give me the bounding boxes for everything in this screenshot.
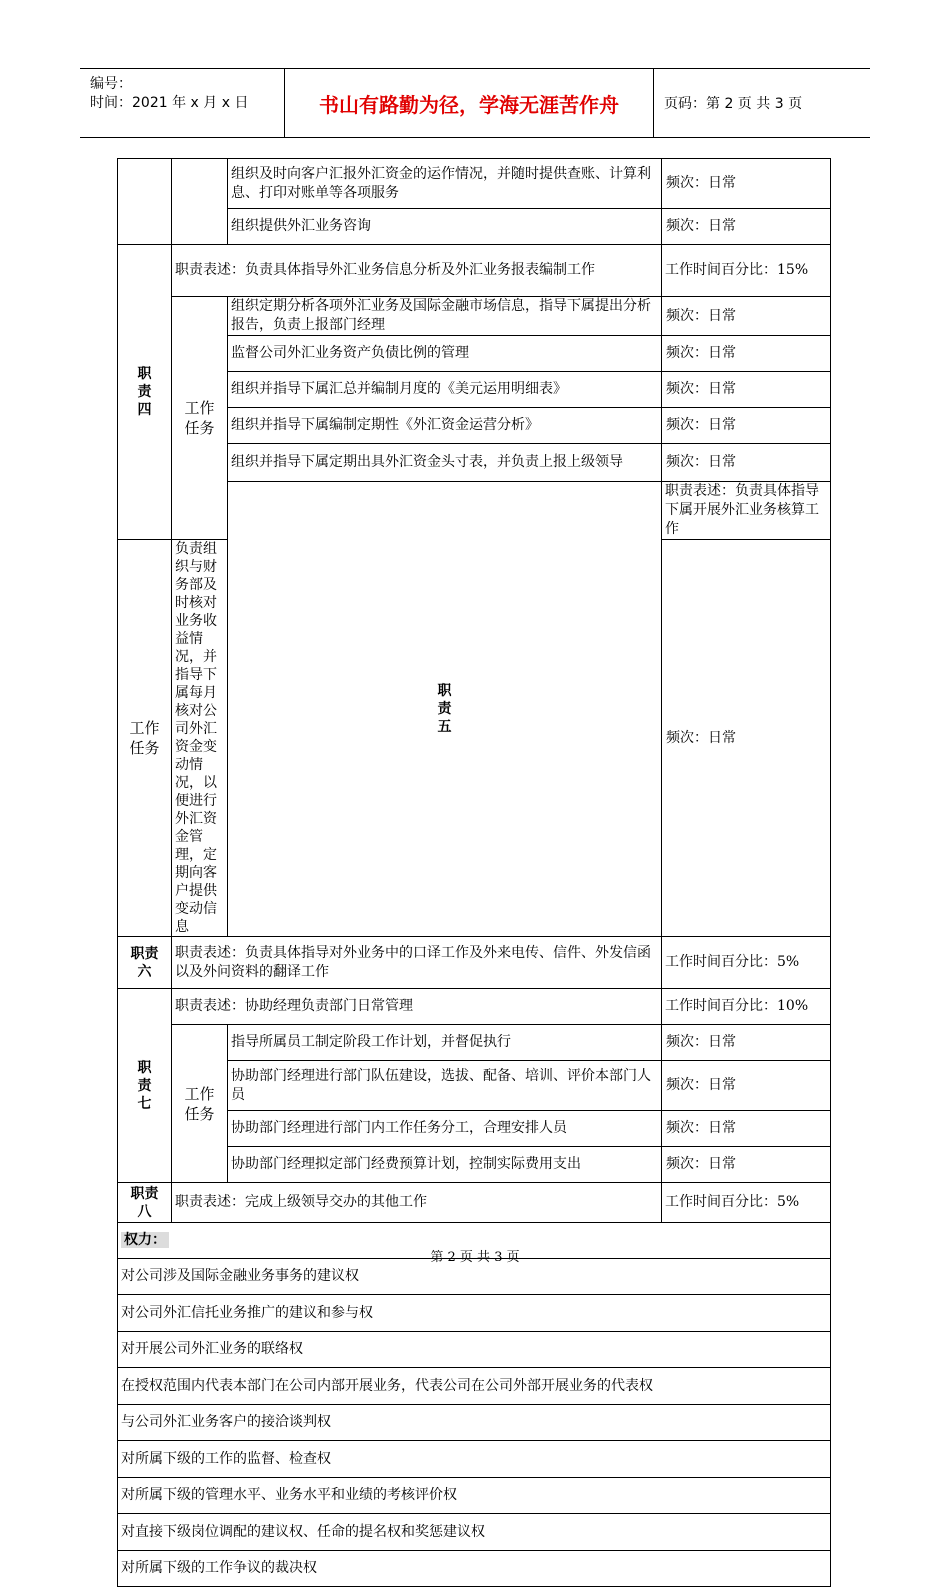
power-text: 对开展公司外汇业务的联络权 — [118, 1332, 831, 1368]
duty-4-description: 职责表述：负责具体指导外汇业务信息分析及外汇业务报表编制工作 — [172, 245, 662, 297]
table-row — [118, 1025, 831, 1061]
power-item — [118, 1295, 831, 1332]
duty-7-percentage: 工作时间百分比：10% — [662, 989, 831, 1025]
task-text: 组织提供外汇业务咨询 — [228, 209, 662, 245]
task-text: 协助部门经理进行部门队伍建设，选拔、配备、培训、评价本部门人员 — [228, 1061, 662, 1111]
frequency-text: 频次：日常 — [662, 1061, 831, 1111]
duty-5-description: 职责表述：负责具体指导下属开展外汇业务核算工作 — [662, 482, 831, 540]
frequency-text: 频次：日常 — [662, 1147, 831, 1183]
task-text: 组织及时向客户汇报外汇资金的运作情况，并随时提供查账、计算利息、打印对账单等各项服务 — [228, 159, 662, 209]
frequency-text: 频次：日常 — [662, 372, 831, 408]
duty-8-percentage: 工作时间百分比：5% — [662, 1183, 831, 1223]
task-text: 监督公司外汇业务资产负债比例的管理 — [228, 336, 662, 372]
power-text: 对直接下级岗位调配的建议权、任命的提名权和奖惩建议权 — [118, 1514, 831, 1551]
frequency-text: 频次：日常 — [662, 408, 831, 444]
power-item — [118, 1368, 831, 1405]
task-text: 组织并指导下属定期出具外汇资金头寸表，并负责上报上级领导 — [228, 444, 662, 482]
powers-heading: 权力： — [118, 1223, 831, 1259]
task-text: 组织并指导下属编制定期性《外汇资金运营分析》 — [228, 408, 662, 444]
duty-label-cell — [118, 159, 172, 245]
power-item — [118, 1405, 831, 1441]
frequency-text: 频次：日常 — [662, 159, 831, 209]
power-text: 与公司外汇业务客户的接洽谈判权 — [118, 1405, 831, 1441]
frequency-text: 频次：日常 — [662, 540, 831, 937]
power-item — [118, 1441, 831, 1478]
frequency-text: 频次：日常 — [662, 297, 831, 336]
duties-table — [117, 158, 831, 1587]
header-meta — [80, 69, 285, 137]
duty-4-task-label: 工作任务 — [172, 297, 228, 540]
frequency-text: 频次：日常 — [662, 336, 831, 372]
table-row — [118, 1183, 831, 1223]
duty-4-percentage: 工作时间百分比：15% — [662, 245, 831, 297]
duty-5-label: 职责五 — [228, 482, 662, 937]
task-text: 协助部门经理拟定部门经费预算计划，控制实际费用支出 — [228, 1147, 662, 1183]
power-item — [118, 1514, 831, 1551]
power-item — [118, 1551, 831, 1587]
power-text: 对所属下级的工作的监督、检查权 — [118, 1441, 831, 1478]
task-text: 协助部门经理进行部门内工作任务分工，合理安排人员 — [228, 1111, 662, 1147]
table-row — [118, 937, 831, 989]
duty-4-label: 职责四 — [118, 245, 172, 540]
duty-8-label: 职责八 — [118, 1183, 172, 1223]
duty-6-description: 职责表述：负责具体指导对外业务中的口译工作及外来电传、信件、外发信函以及外问资料的翻译工作 — [172, 937, 662, 989]
header-page-number: 页码：第 2 页 共 3 页 — [664, 96, 803, 112]
document-date: 时间：2021 年 x 月 x 日 — [90, 95, 249, 111]
duty-8-description: 职责表述：完成上级领导交办的其他工作 — [172, 1183, 662, 1223]
power-item — [118, 1332, 831, 1368]
page-footer: 第 2 页 共 3 页 — [430, 1250, 520, 1265]
task-text: 组织定期分析各项外汇业务及国际金融市场信息，指导下属提出分析报告，负责上报部门经理 — [228, 297, 662, 336]
duty-7-task-label: 工作任务 — [172, 1025, 228, 1183]
frequency-text: 频次：日常 — [662, 444, 831, 482]
task-text: 负责组织与财务部及时核对业务收益情况，并指导下属每月核对公司外汇资金变动情况，以便进行外汇资金管理，定期向客户提供变动信息 — [172, 540, 228, 937]
power-text: 对所属下级的工作争议的裁决权 — [118, 1551, 831, 1587]
duty-5-task-label: 工作任务 — [118, 540, 172, 937]
frequency-text: 频次：日常 — [662, 209, 831, 245]
task-text: 指导所属员工制定阶段工作计划，并督促执行 — [228, 1025, 662, 1061]
frequency-text: 频次：日常 — [662, 1025, 831, 1061]
duty-7-label: 职责七 — [118, 989, 172, 1183]
power-text: 对公司外汇信托业务推广的建议和参与权 — [118, 1295, 831, 1332]
table-row — [118, 245, 831, 297]
table-row — [118, 989, 831, 1025]
duty-7-description: 职责表述：协助经理负责部门日常管理 — [172, 989, 662, 1025]
header-motto: 书山有路勤为径，学海无涯苦作舟 — [285, 69, 654, 137]
task-label-cell — [172, 159, 228, 245]
power-text: 对公司涉及国际金融业务事务的建议权 — [118, 1259, 831, 1295]
power-text: 对所属下级的管理水平、业务水平和业绩的考核评价权 — [118, 1478, 831, 1514]
document-number: 编号： — [90, 76, 132, 92]
page-header — [80, 68, 870, 138]
table-row — [118, 159, 831, 209]
duty-6-percentage: 工作时间百分比：5% — [662, 937, 831, 989]
power-text: 在授权范围内代表本部门在公司内部开展业务，代表公司在公司外部开展业务的代表权 — [118, 1368, 831, 1405]
power-item — [118, 1478, 831, 1514]
table-row — [118, 297, 831, 336]
frequency-text: 频次：日常 — [662, 1111, 831, 1147]
task-text: 组织并指导下属汇总并编制月度的《美元运用明细表》 — [228, 372, 662, 408]
duty-6-label: 职责六 — [118, 937, 172, 989]
